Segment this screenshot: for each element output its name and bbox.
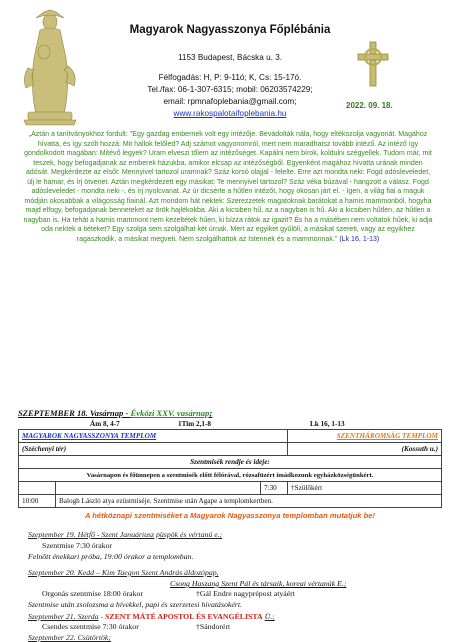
- week-separator: -: [123, 408, 131, 418]
- gospel-reference: (Lk 16, 1-13): [339, 236, 380, 244]
- week-suffix: ;: [209, 408, 213, 418]
- table-row: [19, 430, 442, 443]
- reading-first: Ám 8, 4-7: [90, 420, 120, 428]
- empty-cell: [56, 482, 261, 495]
- madonna-statue-icon: [14, 8, 86, 126]
- day-21-title: [28, 612, 275, 621]
- week-date: SZEPTEMBER 18. Vasárnap: [18, 408, 124, 418]
- mass-schedule-table: [18, 429, 442, 508]
- day-20-title-cont: Csong Haszang Szent Pál és társaik, koreai vértanúk E.;: [170, 579, 347, 588]
- gospel-body: „Aztán a tanítványokhoz fordult: "Egy gazdag embernek volt egy intézője. Bevádolták nála, hogy eltékozolja vagyonát. Magához hívatta, és így szólt hozzá: Mit hallok felőled? Adj számot vagyonomról, mert nem maradhatsz tovább intéző. Az intéző így gondolkodott magában: Mitévő legyek? Uram elveszi tőlem az intézőséget. Kapálni nem bírok, koldulni szégyellek. Tudom már, mit teszek, hogy befogadjanak az emberek házukba, amikor elcsap az intézőségből. Egyenként magához hívatta urának minden adósát. Megkérdezte az elsőt: Mennyivel tartozol uramnak? Száz korsó olajjal - felelte. Erre azt mondta neki: Fogd adósleveledet, ülj le hamar, és írj ötvenet. Aztán megkérdezett egy másikat: Te mennyivel tartozol? Száz véka búzával - hangzott a válasz. Fogd adósleveledet - mondta neki -, és írj nyolcvanat. Az úr dicsérte a hűtlen intézőt, hogy okosan járt el. - Igen, a világ fiai a maguk módján okosabbak a világosság fiainál. Azt mondom hát nektek: Szerezzetek magatoknak barátokat a hamis mammonból, hogyha majd elfogy, befogadjanak benneteket az örök hajlékokba. Aki a kicsiben hű, az a nagyban is hű. Aki a kicsiben hűtlen, az hűtlen a nagyban is. Ha tehát a hamis mammont nem kezeltétek hűen, ki bízza rátok az igazit? És ha a másében nem voltatok hűek, ki adja oda nektek a tiéteket? Egy szolga sem szolgálhat két úrnak. Mert az egyiket gyűlöli, a másikat szereti, vagy az egyikhez ragaszkodik, a másikat megveti. Nem szolgálhattok az Istennek és a mammonnak.": [23, 131, 433, 244]
- day-19-title: [28, 530, 222, 539]
- church-1-name: MAGYAROK NAGYASSZONYA TEMPLOM: [19, 430, 288, 443]
- reading-second: 1Tim 2,1-8: [178, 420, 212, 428]
- weekday-note: A hétköznapi szentmiséket a Magyarok Nagyasszonya templomban mutatjuk be!: [84, 511, 376, 520]
- mass-time: 7:30: [261, 482, 288, 495]
- mass-order-label: Szentmisék rendje és ideje:: [19, 456, 442, 469]
- day-20-title: [28, 568, 219, 577]
- day-title: Szeptember 19. Hétfő - Szent Januáriusz püspök és vértanú e.;: [28, 530, 223, 539]
- day-20-office: Szentmise után zsolozsma a hívekkel, papi és szerzetesi hivatásokért.: [28, 600, 242, 609]
- reading-gospel: Lk 16, 1-13: [310, 420, 345, 428]
- church-1-street: (Széchenyi tér): [19, 443, 288, 456]
- day-22-title: [28, 633, 111, 642]
- table-row: [19, 443, 442, 456]
- gospel-text: [22, 130, 434, 245]
- website-link[interactable]: www.rakospalotaifoplebania.hu: [173, 109, 287, 118]
- church-2-street: (Kossuth u.): [288, 443, 442, 456]
- liturgical-day: Évközi XXV. vasárnap: [130, 408, 210, 418]
- day-title: Szeptember 21. Szerda: [28, 612, 99, 621]
- day-21-intention: †Sándorért: [196, 622, 231, 631]
- office-hours: Félfogadás: H, P: 9-11ó; K, Cs: 15-17ó.: [158, 73, 302, 82]
- rosary-note: Vasárnapon és főünnepen a szentmisék előtt félórával, rózsafüzért imádkozunk egyházközségünkért.: [19, 469, 442, 482]
- day-20-mass: Orgonás szentmise 18:00 órakor: [42, 589, 143, 598]
- table-row: [19, 469, 442, 482]
- day-21-mass: Csendes szentmise 7:30 órakor: [42, 622, 139, 631]
- email-address: email: rpmnafoplebania@gmail.com;: [163, 97, 297, 106]
- day-19-choir: Felnőtt énekkari próba, 19:00 órakor a templomban.: [28, 552, 194, 561]
- empty-cell: [19, 482, 56, 495]
- feast-rank: Ü.;: [264, 612, 275, 621]
- day-title: Szeptember 22. Csütörtök;: [28, 633, 111, 642]
- mass-intention: †Szülőkért: [288, 482, 442, 495]
- church-2-name: SZENTHÁROMSÁG TEMPLOM: [288, 430, 442, 443]
- bulletin-date: 2022. 09. 18.: [346, 101, 393, 110]
- day-20-intention: †Gál Endre nagyprépost atyáért: [196, 589, 295, 598]
- week-title: [18, 408, 212, 418]
- day-19-mass: Szentmise 7:30 órakor: [42, 541, 113, 550]
- address: 1153 Budapest, Bácska u. 3.: [177, 53, 283, 62]
- day-title: Szeptember 20. Kedd – Kim Taegon Szent András áldozópap,: [28, 568, 219, 577]
- feast-name: - SZENT MÁTÉ APOSTOL ÉS EVANGÉLISTA: [100, 612, 263, 621]
- phone-numbers: Tel./fax: 06-1-307-6315; mobil: 06203574229;: [147, 85, 313, 94]
- mass-description: Balogh László atya ezüstmiséje. Szentmise után Agape a templomkertben.: [56, 495, 442, 508]
- table-row: [19, 456, 442, 469]
- table-row: [19, 495, 442, 508]
- celtic-cross-icon: [355, 40, 391, 88]
- church-name: Magyarok Nagyasszonya Főplébánia: [129, 24, 331, 36]
- mass-time: 10:00: [19, 495, 56, 508]
- table-row: [19, 482, 442, 495]
